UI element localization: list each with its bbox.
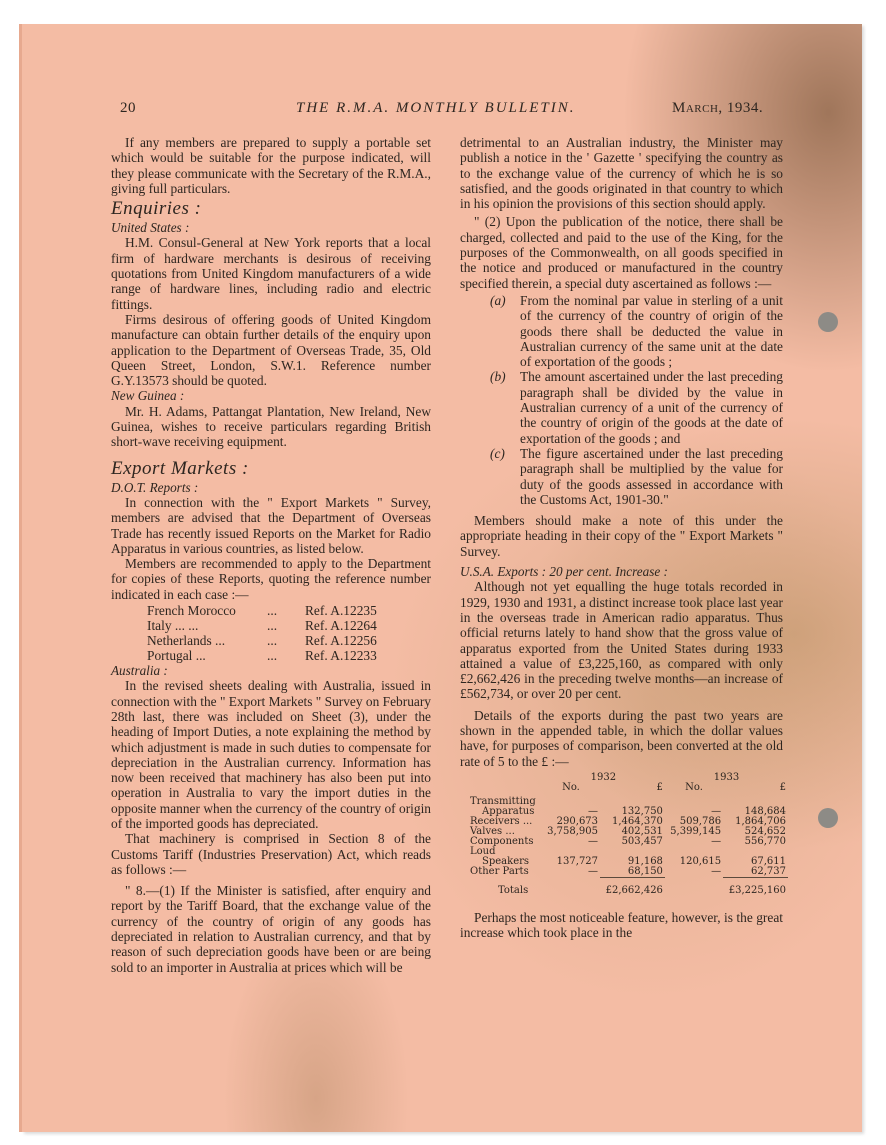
- item-label: Valves ...: [470, 825, 515, 837]
- new-guinea-paragraph: Mr. H. Adams, Pattangat Plantation, New Ireland, New Guinea, wishes to receive particulars regarding British short-wave receiving equipment.: [111, 403, 431, 450]
- cell: 402,531: [621, 825, 663, 837]
- item-label: Receivers ...: [470, 815, 533, 827]
- dot-paragraph-2: Members are recommended to apply to the Department for copies of these Reports, quoting the reference number indicated in each case :—: [111, 556, 431, 602]
- report-dots: ...: [267, 618, 278, 634]
- binder-hole: [818, 808, 838, 828]
- item-label: Apparatus: [482, 805, 535, 817]
- cell: 62,737: [751, 865, 786, 877]
- clause-a: [490, 293, 783, 369]
- left-column: [111, 135, 431, 975]
- cell: 132,750: [621, 805, 663, 817]
- cell: 509,786: [679, 815, 722, 827]
- cell: 137,727: [556, 855, 599, 867]
- table-row: [468, 867, 788, 878]
- report-row: [147, 648, 377, 663]
- report-dots: ...: [267, 633, 278, 649]
- report-ref: Ref. A.12235: [305, 603, 377, 619]
- right-column: [460, 135, 786, 941]
- cell: 524,652: [744, 825, 786, 837]
- report-row: [147, 603, 377, 618]
- item-label: Components: [470, 835, 534, 847]
- item-label: Loud: [470, 845, 496, 857]
- col-value: £: [779, 781, 786, 793]
- cell: 148,684: [744, 805, 786, 817]
- issue-date: March, 1934.: [672, 100, 764, 116]
- reports-table: [147, 603, 377, 663]
- report-ref: Ref. A.12233: [305, 648, 377, 664]
- intro-paragraph: If any members are prepared to supply a portable set which would be suitable for the purpose indicated, will they please communicate with the Secretary of the R.M.A., giving full particulars.: [111, 135, 431, 196]
- cell: 68,150: [627, 865, 663, 877]
- australia-paragraph-2: That machinery is comprised in Section 8 of the Customs Tariff (Industries Preservation) Act, which reads as follows :—: [111, 831, 431, 877]
- cell: 120,615: [679, 855, 722, 867]
- cell: 1,864,706: [735, 815, 786, 827]
- us-paragraph-2: Firms desirous of offering goods of United Kingdom manufacture can obtain further details of the enquiry upon application to the Department of Overseas Trade, 35, Old Queen Street, London, S.W.1. Reference number G.Y.13573 should be quoted.: [111, 311, 431, 389]
- report-country: Portugal ...: [147, 648, 206, 664]
- page-number: 20: [120, 100, 136, 116]
- cell: 3,758,905: [547, 825, 599, 837]
- clause-text: From the nominal par value in sterling of a unit of the currency of the country of origin of the goods there shall be deducted the value in Australian currency of the same unit at the date of exportation of the goods ;: [520, 292, 783, 370]
- united-states-heading: United States :: [111, 220, 190, 236]
- clause-text: The amount ascertained under the last preceding paragraph shall be divided by the value in Australian currency of a unit of the currency of the country of origin of the goods at the date of exportation of the goods ; and: [520, 369, 783, 446]
- report-row: [147, 618, 377, 633]
- usa-paragraph-1: Although not yet equalling the huge totals recorded in 1929, 1930 and 1931, a distinct increase took place last year in the overseas trade in American radio apparatus. Thus official returns lately to hand show that the gross value of apparatus exported from the United States during 1933 attained a value of £3,225,160, as compared with only £2,662,426 in the preceding twelve months—an increase of £562,734, or over 20 per cent.: [460, 579, 783, 702]
- report-dots: ...: [267, 648, 278, 664]
- col-value: £: [656, 781, 663, 793]
- clause-c: [490, 446, 783, 507]
- exports-header-row: [468, 783, 788, 793]
- exports-table: [468, 773, 788, 896]
- cell: 1,464,370: [612, 815, 663, 827]
- total-1933: £3,225,160: [723, 877, 788, 896]
- cell: —: [588, 835, 599, 847]
- australia-heading: Australia :: [111, 663, 168, 679]
- report-country: French Morocco: [147, 603, 236, 619]
- new-guinea-heading: New Guinea :: [111, 388, 185, 404]
- dot-paragraph-1: In connection with the " Export Markets " Survey, members are advised that the Department of Overseas Trade has recently issued Reports on the Market for Radio Apparatus in various countries, as listed below.: [111, 494, 431, 556]
- report-country: Netherlands ...: [147, 633, 226, 649]
- cell: —: [711, 835, 722, 847]
- cell: 556,770: [744, 835, 786, 847]
- australia-paragraph-1: In the revised sheets dealing with Australia, issued in connection with the " Export Markets " Survey on February 28th last, there was included on Sheet (3), under the heading of Import Duties, a note explaining the method by which adjustment is made in such duties to compensate for depreciation in the Australian currency. Information has now been received that machinery has also been put into operation in Australia to vary the import duties in the opposite manner when the currency of the country of origin of the imported goods has depreciated.: [111, 678, 431, 831]
- members-note: Members should make a note of this under the appropriate heading in their copy of the " Export Markets " Survey.: [460, 513, 783, 559]
- running-title: THE R.M.A. MONTHLY BULLETIN.: [296, 100, 576, 116]
- year-1932: 1932: [590, 771, 617, 783]
- usa-exports-heading: U.S.A. Exports : 20 per cent. Increase :: [460, 564, 668, 580]
- australia-paragraph-3: " 8.—(1) If the Minister is satisfied, after enquiry and report by the Tariff Board, that the exchange value of the currency of the country of origin of any goods has depreciated in relation to Australian currency, and that by reason of such depreciation goods have been or are being sold to an importer in Australia at prices which will be: [111, 883, 431, 975]
- clause-label: (c): [490, 445, 505, 461]
- report-country: Italy ... ...: [147, 618, 199, 634]
- cell: 91,168: [627, 855, 663, 867]
- us-paragraph-1: H.M. Consul-General at New York reports that a local firm of hardware merchants is desirous of receiving quotations from United Kingdom manufacturers of a wide range of hardware lines, including radio and electric fittings.: [111, 235, 431, 312]
- continued-paragraph-2: " (2) Upon the publication of the notice, there shall be charged, collected and paid to the use of the King, for the purposes of the Commonwealth, on all goods specified in the notice and produced or manufactured in the country specified therein, a special duty ascertained as follows :—: [460, 214, 783, 291]
- clause-text: The figure ascertained under the last preceding paragraph shall be multiplied by the value for duty of the goods assessed in accordance with the Customs Act, 1901-30.": [520, 445, 783, 507]
- item-label: Other Parts: [470, 866, 529, 878]
- report-ref: Ref. A.12256: [305, 633, 377, 649]
- report-row: [147, 633, 377, 648]
- item-label: Speakers: [482, 855, 530, 867]
- cell: 503,457: [621, 835, 663, 847]
- continued-paragraph-1: detrimental to an Australian industry, the Minister may publish a notice in the ' Gazette ' specifying the country as to the exchange value of the currency of which he is so satisfied, and the goods originated in that country to which in his opinion the provisions of this section should apply.: [460, 135, 783, 212]
- export-markets-heading: Export Markets :: [111, 457, 249, 479]
- usa-paragraph-2: Details of the exports during the past two years are shown in the appended table, in which the dollar values have, for purposes of comparison, been converted at the old rate of 5 to the £ :—: [460, 707, 783, 769]
- report-ref: Ref. A.12264: [305, 618, 377, 634]
- cell: —: [711, 805, 722, 817]
- table-row: [468, 837, 788, 847]
- totals-row: [468, 877, 788, 896]
- enquiries-heading: Enquiries :: [111, 198, 202, 220]
- col-no: No.: [685, 781, 703, 793]
- cell: 5,399,145: [670, 825, 722, 837]
- clause-label: (b): [490, 369, 506, 385]
- cell: 67,611: [751, 855, 786, 867]
- report-dots: ...: [267, 603, 278, 619]
- exports-year-row: [468, 773, 788, 783]
- dot-reports-heading: D.O.T. Reports :: [111, 479, 199, 495]
- item-label: Transmitting: [470, 795, 536, 807]
- total-1932: £2,662,426: [600, 877, 665, 896]
- totals-label: Totals: [498, 884, 529, 896]
- binder-hole: [818, 312, 838, 332]
- closing-paragraph: Perhaps the most noticeable feature, however, is the great increase which took place in the: [460, 909, 783, 941]
- clause-label: (a): [490, 292, 506, 308]
- cell: —: [711, 866, 722, 878]
- cell: —: [588, 805, 599, 817]
- cell: —: [588, 866, 599, 878]
- clause-b: [490, 369, 783, 445]
- cell: 290,673: [556, 815, 599, 827]
- year-1933: 1933: [713, 771, 740, 783]
- col-no: No.: [562, 781, 580, 793]
